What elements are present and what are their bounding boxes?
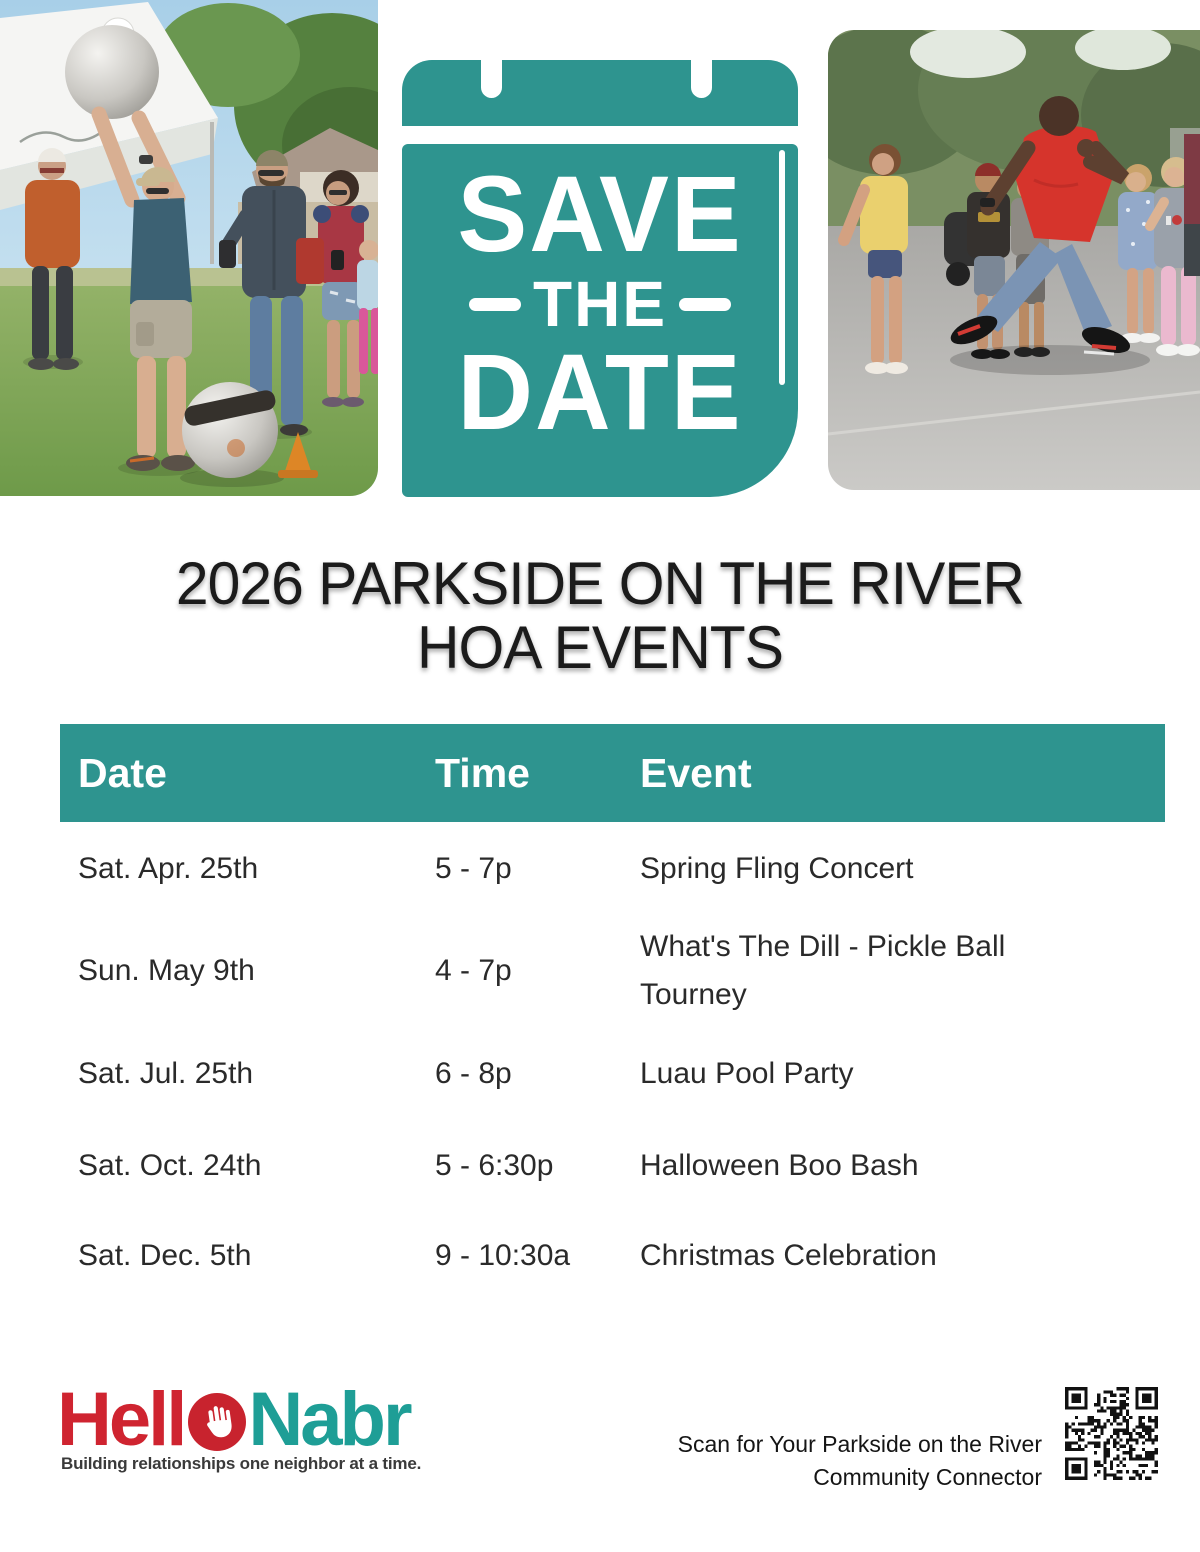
logo-text-nabr: Nabr	[248, 1377, 410, 1462]
date-word: DATE	[457, 331, 743, 452]
hand-icon	[188, 1393, 246, 1451]
qr-caption-line2: Community Connector	[813, 1464, 1042, 1490]
calendar-ring-slot	[481, 48, 502, 98]
event-title: Halloween Boo Bash	[640, 1149, 919, 1182]
save-word: SAVE	[457, 153, 743, 274]
table-row	[60, 1120, 1165, 1212]
event-time: 5 - 6:30p	[435, 1149, 554, 1182]
event-time: 4 - 7p	[435, 954, 512, 987]
calendar-body	[402, 144, 798, 497]
the-word: THE	[533, 268, 667, 340]
title-line2: HOA EVENTS	[417, 614, 783, 681]
event-date: Sun. May 9th	[78, 954, 255, 987]
event-date: Sat. Oct. 24th	[78, 1149, 262, 1182]
event-time: 6 - 8p	[435, 1056, 512, 1090]
calendar-header-band	[402, 60, 798, 126]
page-title	[12, 552, 1188, 680]
logo-text-hell: Hell	[57, 1377, 185, 1462]
photo-community-games	[0, 0, 378, 496]
event-date: Sat. Dec. 5th	[78, 1239, 252, 1272]
column-header-date: Date	[78, 749, 167, 796]
column-header-event: Event	[640, 749, 752, 796]
photo-dance-party	[828, 30, 1200, 490]
event-date: Sat. Jul. 25th	[78, 1056, 254, 1090]
dash-left	[469, 298, 521, 311]
save-the-date-calendar-icon	[402, 60, 798, 497]
event-time: 5 - 7p	[435, 851, 512, 885]
qr-caption-line1: Scan for Your Parkside on the River	[677, 1431, 1042, 1457]
table-row	[60, 915, 1165, 1027]
event-title: Luau Pool Party	[640, 1056, 854, 1090]
table-row	[60, 1212, 1165, 1300]
events-table	[60, 724, 1165, 1300]
qr-caption	[678, 1428, 1042, 1494]
event-date: Sat. Apr. 25th	[78, 851, 259, 885]
event-title: Christmas Celebration	[640, 1239, 937, 1272]
qr-code	[1062, 1384, 1161, 1483]
calendar-ring-slot	[691, 48, 712, 98]
event-title: What's The Dill - Pickle Ball Tourney	[640, 930, 1006, 1011]
logo-tagline: Building relationships one neighbor at a time.	[61, 1454, 422, 1473]
title-line1: 2026 PARKSIDE ON THE RIVER	[175, 550, 1025, 617]
event-time: 9 - 10:30a	[435, 1239, 571, 1272]
table-row	[60, 1027, 1165, 1120]
table-row	[60, 822, 1165, 915]
event-title: Spring Fling Concert	[640, 851, 914, 885]
column-header-time: Time	[435, 749, 530, 796]
hellonabr-logo	[57, 1377, 410, 1462]
table-header	[60, 724, 1165, 822]
dash-right	[679, 298, 731, 311]
